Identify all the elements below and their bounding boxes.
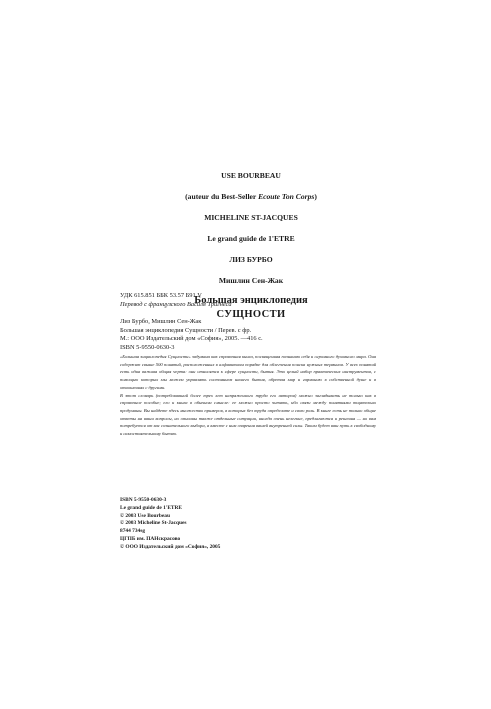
copyright-line: © 2003 Use Bourbeau bbox=[120, 512, 171, 519]
annotation bbox=[120, 353, 376, 438]
coauthor-fr: MICHELINE ST-JACQUES bbox=[204, 213, 298, 222]
subtitle-suffix: ) bbox=[314, 192, 317, 201]
copyright-isbn: ISBN 5-9550-0630-3 bbox=[120, 497, 167, 503]
subtitle-prefix: (auteur du Best-Seller bbox=[185, 192, 259, 201]
catalog-card-line1: Лиз Бурбо, Мишлин Сен-Жак bbox=[120, 318, 202, 326]
copyright-line: © ООО Издательский дом «София», 2005 bbox=[120, 543, 221, 550]
author-fr: USE BOURBEAU bbox=[221, 171, 281, 180]
copyright-line: © 2003 Micheline St-Jacques bbox=[120, 520, 187, 527]
book-title-ru-line1: Большая энциклопедия bbox=[194, 295, 308, 306]
catalog-card-line3: М.: ООО Издательский дом «София», 2005. —416 с. bbox=[120, 335, 263, 343]
catalog-card-line2: Большая энциклопедия Сущности / Перев. с фр. bbox=[120, 326, 252, 334]
author-ru: ЛИЗ БУРБО bbox=[229, 255, 273, 264]
book-title-fr: Le grand guide de 1'ETRE bbox=[207, 234, 295, 243]
copyright-block bbox=[120, 497, 382, 552]
copyright-code: 8744 734sg bbox=[120, 528, 146, 535]
catalog-block bbox=[120, 292, 382, 353]
udk-line: УДК 615.851 ББК 53.57 Б91 V bbox=[120, 292, 202, 299]
translation-line: Перевод с французского Василя Тригнеса bbox=[120, 300, 232, 308]
copyright-label: ЦГПБ им. ПАНскрасово bbox=[120, 535, 181, 542]
copyright-title-fr: Le grand guide de 1'ETRE bbox=[120, 504, 183, 511]
coauthor-ru: Мишлин Сен-Жак bbox=[218, 276, 284, 285]
subtitle-book-title: Ecoute Ton Corps bbox=[258, 192, 315, 201]
spacer bbox=[120, 309, 382, 318]
annotation-paragraph: «Большая энциклопедия Сущности» задумана как справочная книга, посвященная познанию себя и огромного духовного мира. Она содержит свыше 500 понятий, расположенных в алфавитном порядке для облегчения поиска нужных терминов. У всех понятий есть одна важная общая черта: они относятся к сфере сущности, бытия. Это целый набор практических инструментов, с помощью которых мы можем управлять состоянием нашего бытия, обретая мир и гармонию в собственной душе и в отношениях с другими. bbox=[120, 354, 376, 390]
author-subtitle bbox=[120, 191, 382, 202]
annotation-paragraph: В этот словарь (потребовавший более трех лет напряженного труда его авторов) можно заглядывать не только как в справочное пособие; его и книга в обычном смысле: ее можно просто читать, ибо связи между понятиями тщательно продуманы. Вы найдете здесь множество примеров, в которых без труда определите и свою роль. В книге есть не только общие ответы на ваши вопросы, но описаны также отдельные ситуации, иногда очень нелегкие, предлагаются и решения — но вам потребуется от вас сознательного выбора, а вместе с ним озарения вашей внутренней силы. Таким будет ваш путь к свободному и самостоятельному бытию. bbox=[120, 392, 376, 437]
catalog-card-isbn: ISBN 5-9550-0630-3 bbox=[120, 343, 175, 351]
book-title-ru-line2: СУЩНОСТИ bbox=[216, 309, 286, 320]
